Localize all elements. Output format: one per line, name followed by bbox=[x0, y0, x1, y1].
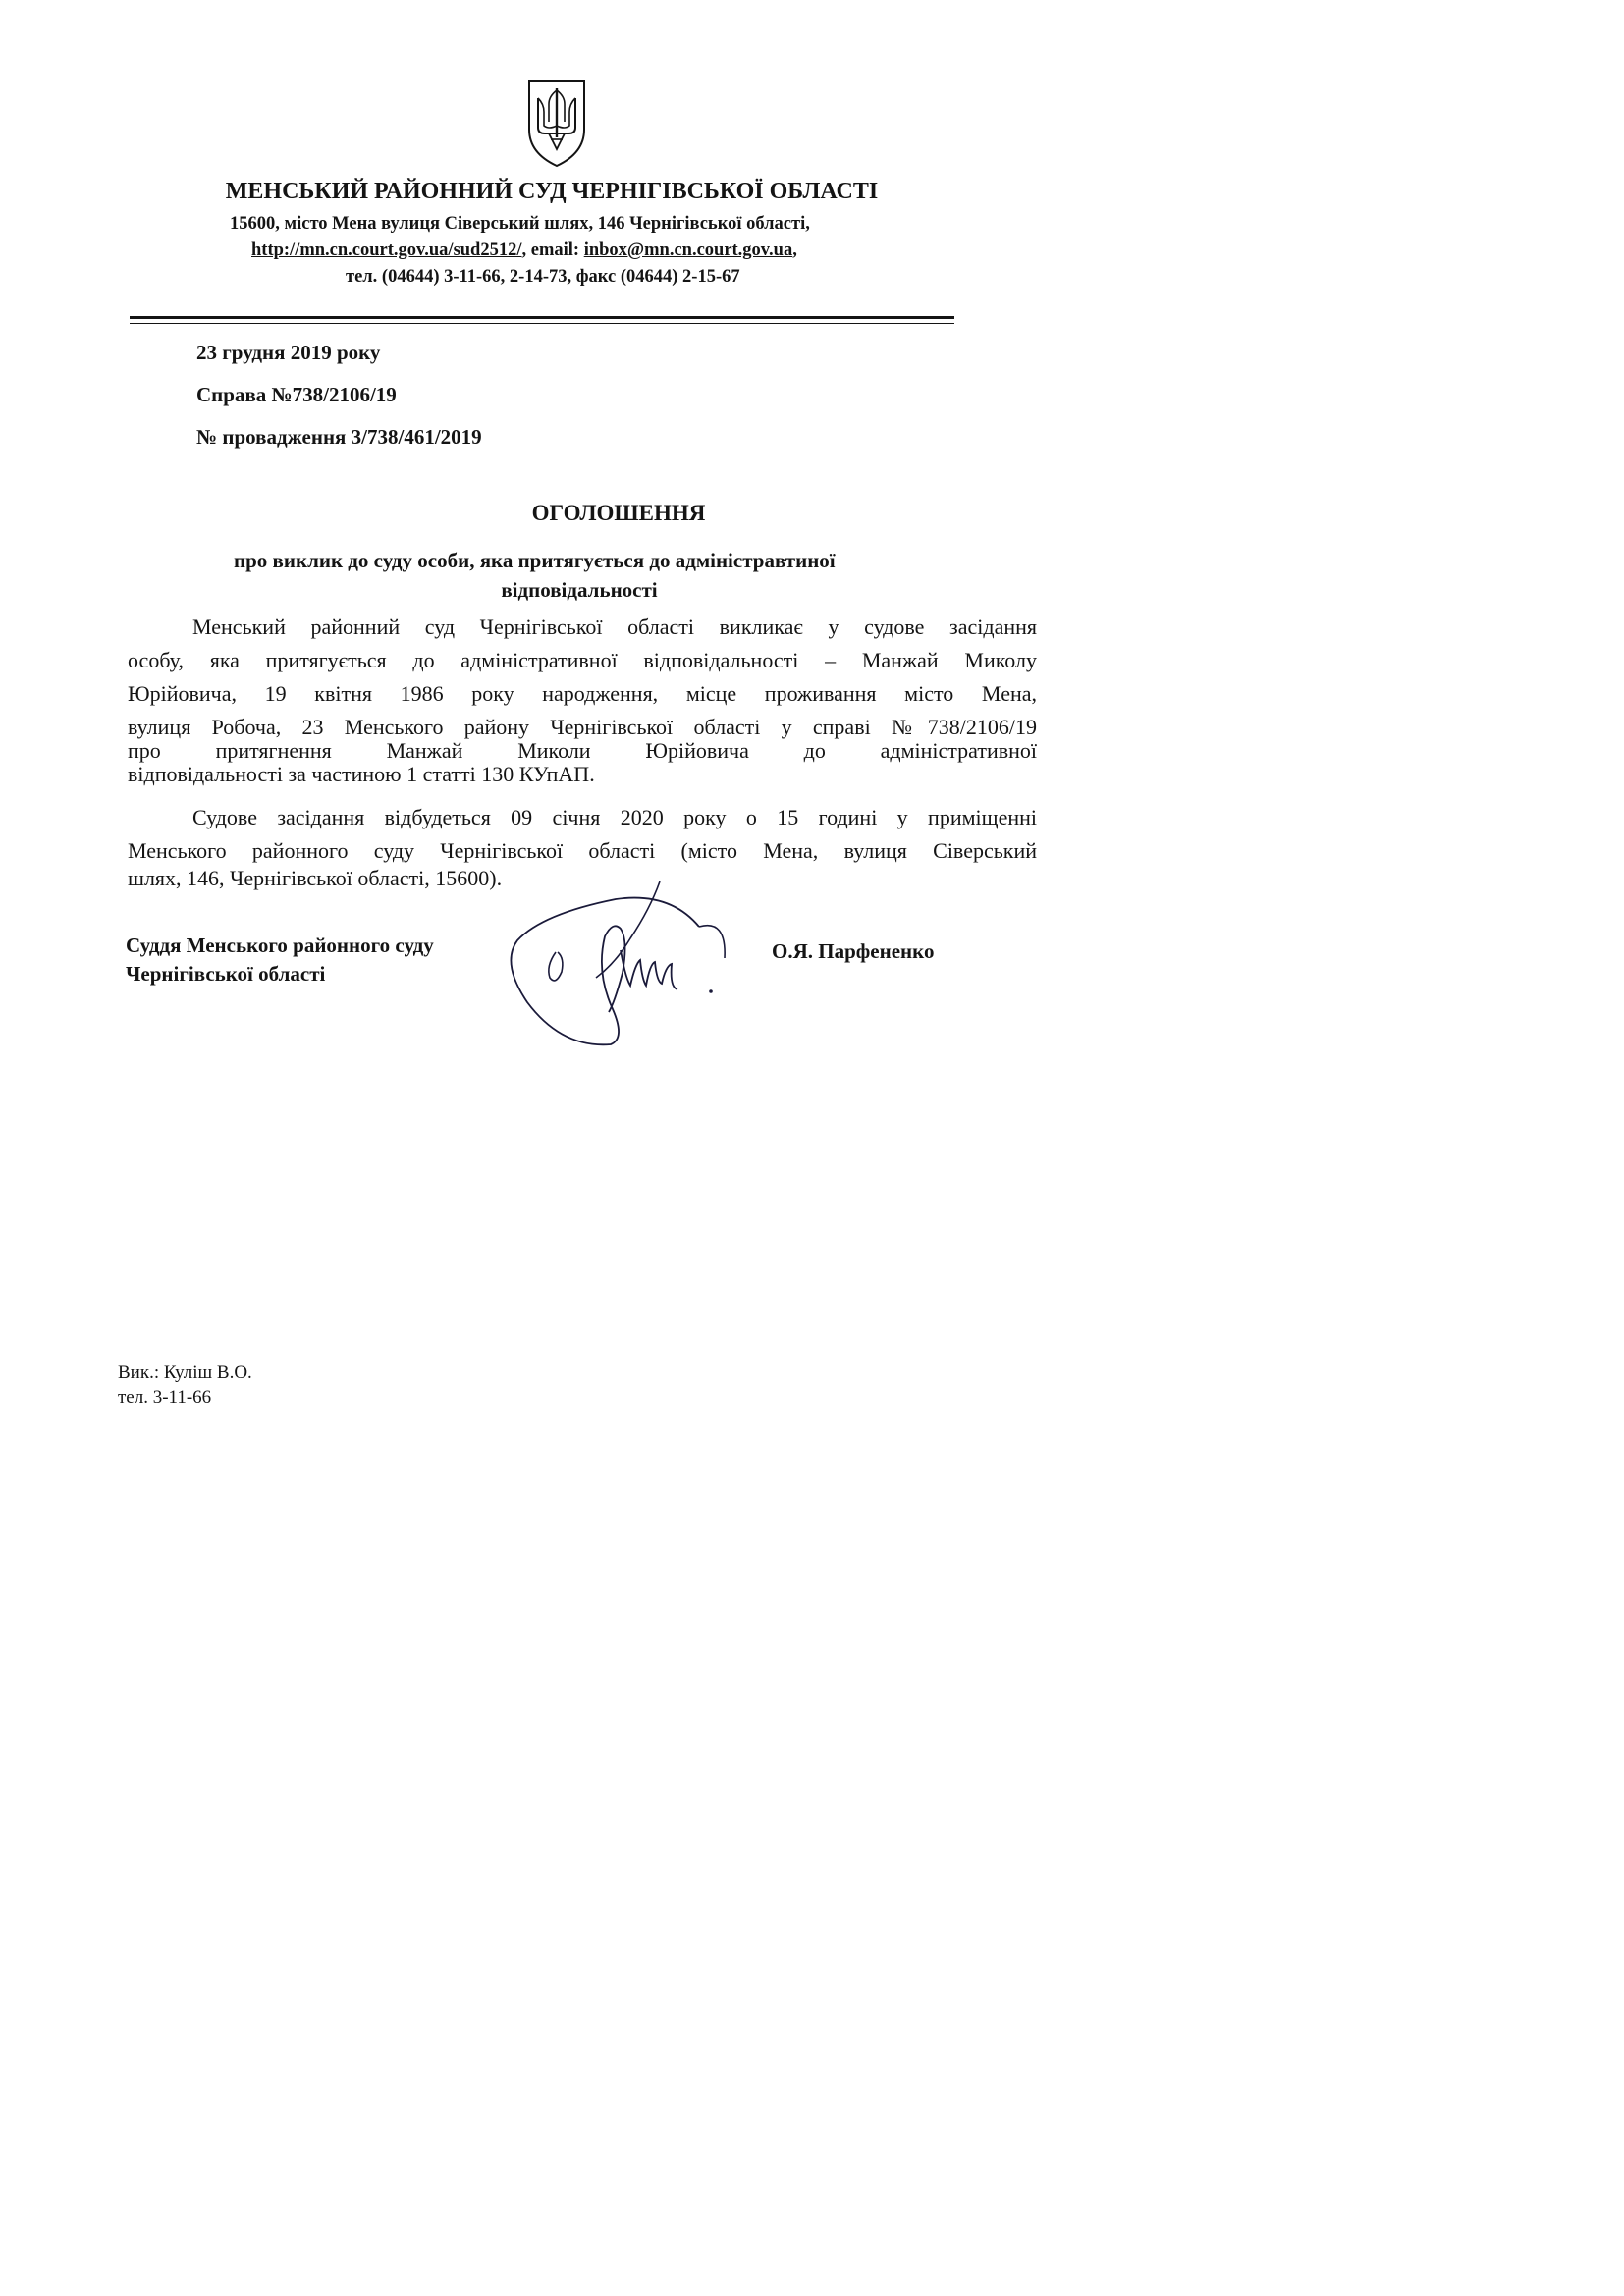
document-date: 23 грудня 2019 року bbox=[196, 341, 381, 364]
header-divider bbox=[130, 316, 954, 319]
court-address: 15600, місто Мена вулиця Сіверський шлях, 146 Чернігівської області, bbox=[230, 214, 810, 234]
court-name: МЕНСЬКИЙ РАЙОННИЙ СУД ЧЕРНІГІВСЬКОЇ ОБЛАСТІ bbox=[225, 179, 879, 204]
announcement-subheading-line2: відповідальності bbox=[501, 578, 658, 602]
body-line: Юрійовича, 19 квітня 1986 року народження, місце проживання місто Мена, bbox=[128, 681, 1037, 706]
handwritten-signature bbox=[503, 880, 738, 1056]
email-label: email: bbox=[530, 240, 580, 260]
body-line: шлях, 146, Чернігівської області, 15600). bbox=[128, 866, 503, 890]
document-page bbox=[0, 0, 1088, 1539]
judge-position-line2: Чернігівської області bbox=[126, 962, 326, 986]
coat-of-arms-icon bbox=[525, 79, 588, 169]
body-line: особу, яка притягується до адміністративної відповідальності – Манжай Миколу bbox=[128, 648, 1037, 672]
header-divider-thin bbox=[130, 323, 954, 324]
announcement-subheading-line1: про виклик до суду особи, яка притягується до адміністравтиної bbox=[234, 549, 836, 572]
body-line: Судове засідання відбудеться 09 січня 2020 року о 15 годині у приміщенні bbox=[192, 805, 1037, 829]
body-line: Менський районний суд Чернігівської області викликає у судове засідання bbox=[192, 614, 1037, 639]
body-line: про притягнення Манжай Миколи Юрійовича до адміністративної bbox=[128, 738, 1037, 763]
website-link[interactable]: http://mn.cn.court.gov.ua/sud2512/ bbox=[251, 240, 522, 260]
judge-name: О.Я. Парфененко bbox=[772, 939, 935, 963]
judge-position-line1: Суддя Менського районного суду bbox=[126, 934, 434, 957]
court-phones: тел. (04644) 3-11-66, 2-14-73, факс (04644) 2-15-67 bbox=[346, 267, 740, 287]
body-line: Менського районного суду Чернігівської області (місто Мена, вулиця Сіверський bbox=[128, 838, 1037, 863]
announcement-heading: ОГОЛОШЕННЯ bbox=[531, 501, 706, 525]
body-line: відповідальності за частиною 1 статті 130 КУпАП. bbox=[128, 762, 595, 786]
executor-phone: тел. 3-11-66 bbox=[118, 1387, 212, 1408]
contact-line: http://mn.cn.court.gov.ua/sud2512/, email: inbox@mn.cn.court.gov.ua, bbox=[251, 240, 797, 260]
email-link[interactable]: inbox@mn.cn.court.gov.ua bbox=[583, 240, 793, 260]
case-number: Справа №738/2106/19 bbox=[196, 383, 397, 406]
body-line: вулиця Робоча, 23 Менського району Чернігівської області у справі №738/2106/19 bbox=[128, 715, 1037, 739]
executor-name: Вик.: Куліш В.О. bbox=[118, 1362, 252, 1383]
proceeding-number: № провадження 3/738/461/2019 bbox=[196, 425, 482, 449]
